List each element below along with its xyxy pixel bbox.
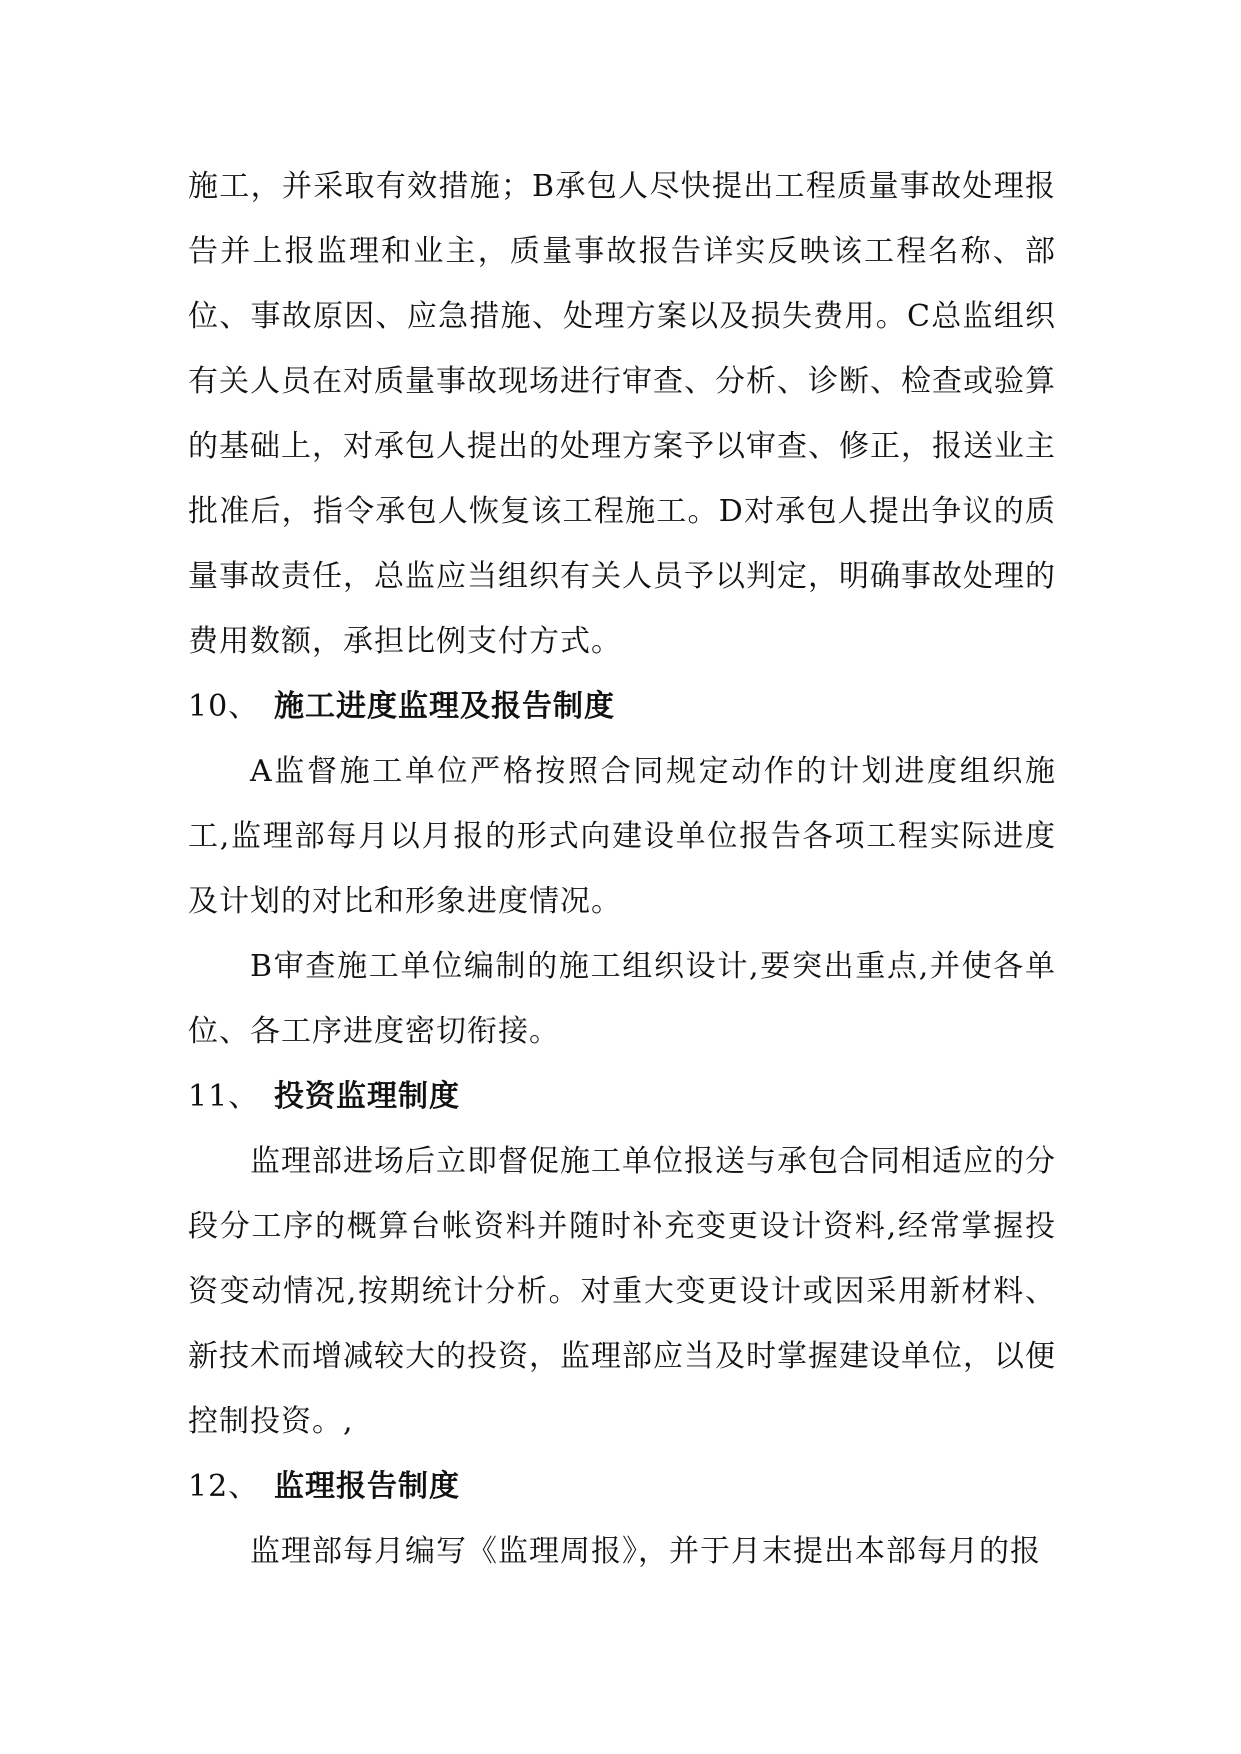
body-paragraph: 监理部进场后立即督促施工单位报送与承包合同相适应的分段分工序的概算台帐资料并随时补充变更设计资料,经常掌握投资变动情况,按期统计分析。对重大变更设计或因采用新材料、新技术而增减较大的投资，监理部应当及时掌握建设单位，以便控制投资。,: [188, 1144, 1056, 1439]
section-title: 施工进度监理及报告制度: [274, 689, 615, 724]
section-heading-12: [188, 1454, 1056, 1519]
section-number: 10、: [188, 689, 260, 724]
section-heading-10: [188, 674, 1056, 739]
body-paragraph: 施工，并采取有效措施；B承包人尽快提出工程质量事故处理报告并上报监理和业主，质量事故报告详实反映该工程名称、部位、事故原因、应急措施、处理方案以及损失费用。C总监组织有关人员在对质量事故现场进行审查、分析、诊断、检查或验算的基础上，对承包人提出的处理方案予以审查、修正，报送业主批准后，指令承包人恢复该工程施工。D对承包人提出争议的质量事故责任，总监应当组织有关人员予以判定，明确事故处理的费用数额，承担比例支付方式。: [188, 169, 1056, 659]
section-number: 11、: [188, 1079, 260, 1114]
body-paragraph: 监理部每月编写《监理周报》，并于月末提出本部每月的报: [250, 1534, 1041, 1569]
body-paragraph: B审查施工单位编制的施工组织设计,要突出重点,并使各单位、各工序进度密切衔接。: [188, 949, 1056, 1049]
body-paragraph: A监督施工单位严格按照合同规定动作的计划进度组织施工,监理部每月以月报的形式向建设单位报告各项工程实际进度及计划的对比和形象进度情况。: [188, 754, 1056, 919]
section-title: 投资监理制度: [274, 1079, 460, 1114]
document-page: [188, 154, 1056, 1584]
section-heading-11: [188, 1064, 1056, 1129]
section-title: 监理报告制度: [274, 1469, 460, 1504]
section-number: 12、: [188, 1469, 260, 1504]
